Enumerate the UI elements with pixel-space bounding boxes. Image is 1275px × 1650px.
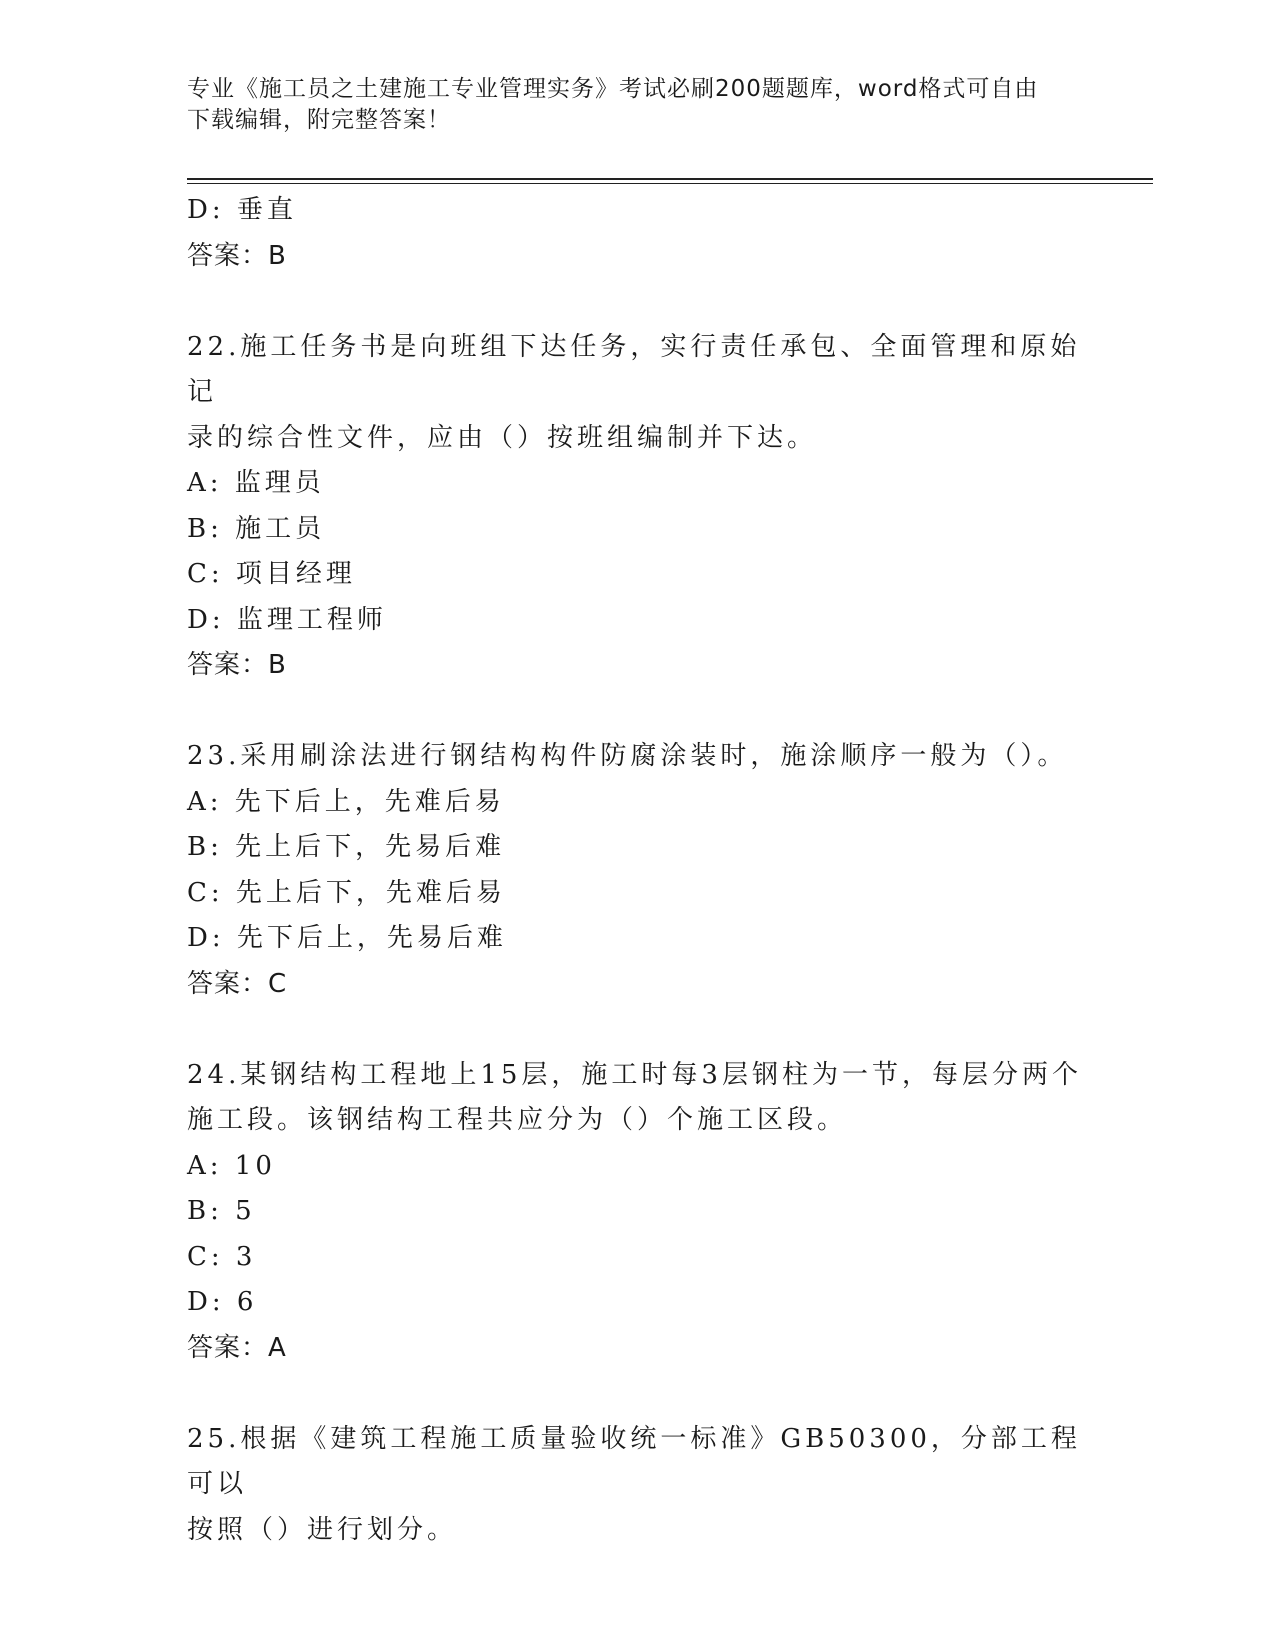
q24-option-c: C: 3 — [187, 1241, 257, 1272]
q24-option-d: D: 6 — [187, 1287, 258, 1317]
q23-option-d: D: 先下后上，先易后难 — [187, 923, 507, 953]
spacer — [187, 279, 1087, 325]
q22-option-c: C: 项目经理 — [187, 559, 356, 589]
q22-option-a: A: 监理员 — [187, 468, 325, 498]
q23-stem-line-1: 23.采用刷涂法进行钢结构构件防腐涂装时，施涂顺序一般为（）。 — [187, 741, 1068, 771]
q23-option-c: C: 先上后下，先难后易 — [187, 877, 506, 908]
header-rule-thin — [187, 183, 1153, 184]
q23-answer: 答案：C — [187, 968, 288, 999]
q25-stem-line-1: 25.根据《建筑工程施工质量验收统一标准》GB50300，分部工程可以 — [187, 1423, 1081, 1499]
page-header — [187, 74, 1067, 136]
question-content — [187, 188, 1087, 1553]
q23-option-b: B: 先上后下，先易后难 — [187, 832, 506, 862]
header-line-2: 下载编辑，附完整答案！ — [187, 107, 451, 133]
spacer — [187, 1007, 1087, 1053]
spacer — [187, 1371, 1087, 1417]
q22-stem-line-1: 22.施工任务书是向班组下达任务，实行责任承包、全面管理和原始记 — [187, 331, 1081, 407]
q22-answer: 答案：B — [187, 650, 287, 680]
q24-stem-line-1: 24.某钢结构工程地上15层，施工时每3层钢柱为一节，每层分两个 — [187, 1059, 1082, 1090]
q24-stem-line-2: 施工段。该钢结构工程共应分为（）个施工区段。 — [187, 1105, 848, 1135]
q22-stem-line-2: 录的综合性文件，应由（）按班组编制并下达。 — [187, 422, 818, 453]
spacer — [187, 689, 1087, 735]
q24-answer: 答案：A — [187, 1332, 287, 1363]
q24-option-a: A: 10 — [187, 1150, 276, 1181]
q25-stem-line-2: 按照（）进行划分。 — [187, 1514, 458, 1545]
q22-option-b: B: 施工员 — [187, 513, 326, 544]
header-line-1: 专业《施工员之土建施工专业管理实务》考试必刷200题题库，word格式可自由 — [187, 76, 1039, 102]
q23-option-a: A: 先下后上，先难后易 — [187, 786, 505, 817]
prev-answer: 答案：B — [187, 240, 287, 271]
prev-option-d: D: 垂直 — [187, 195, 297, 225]
header-rule-thick — [187, 178, 1153, 180]
q22-option-d: D: 监理工程师 — [187, 604, 387, 635]
q24-option-b: B: 5 — [187, 1196, 256, 1226]
